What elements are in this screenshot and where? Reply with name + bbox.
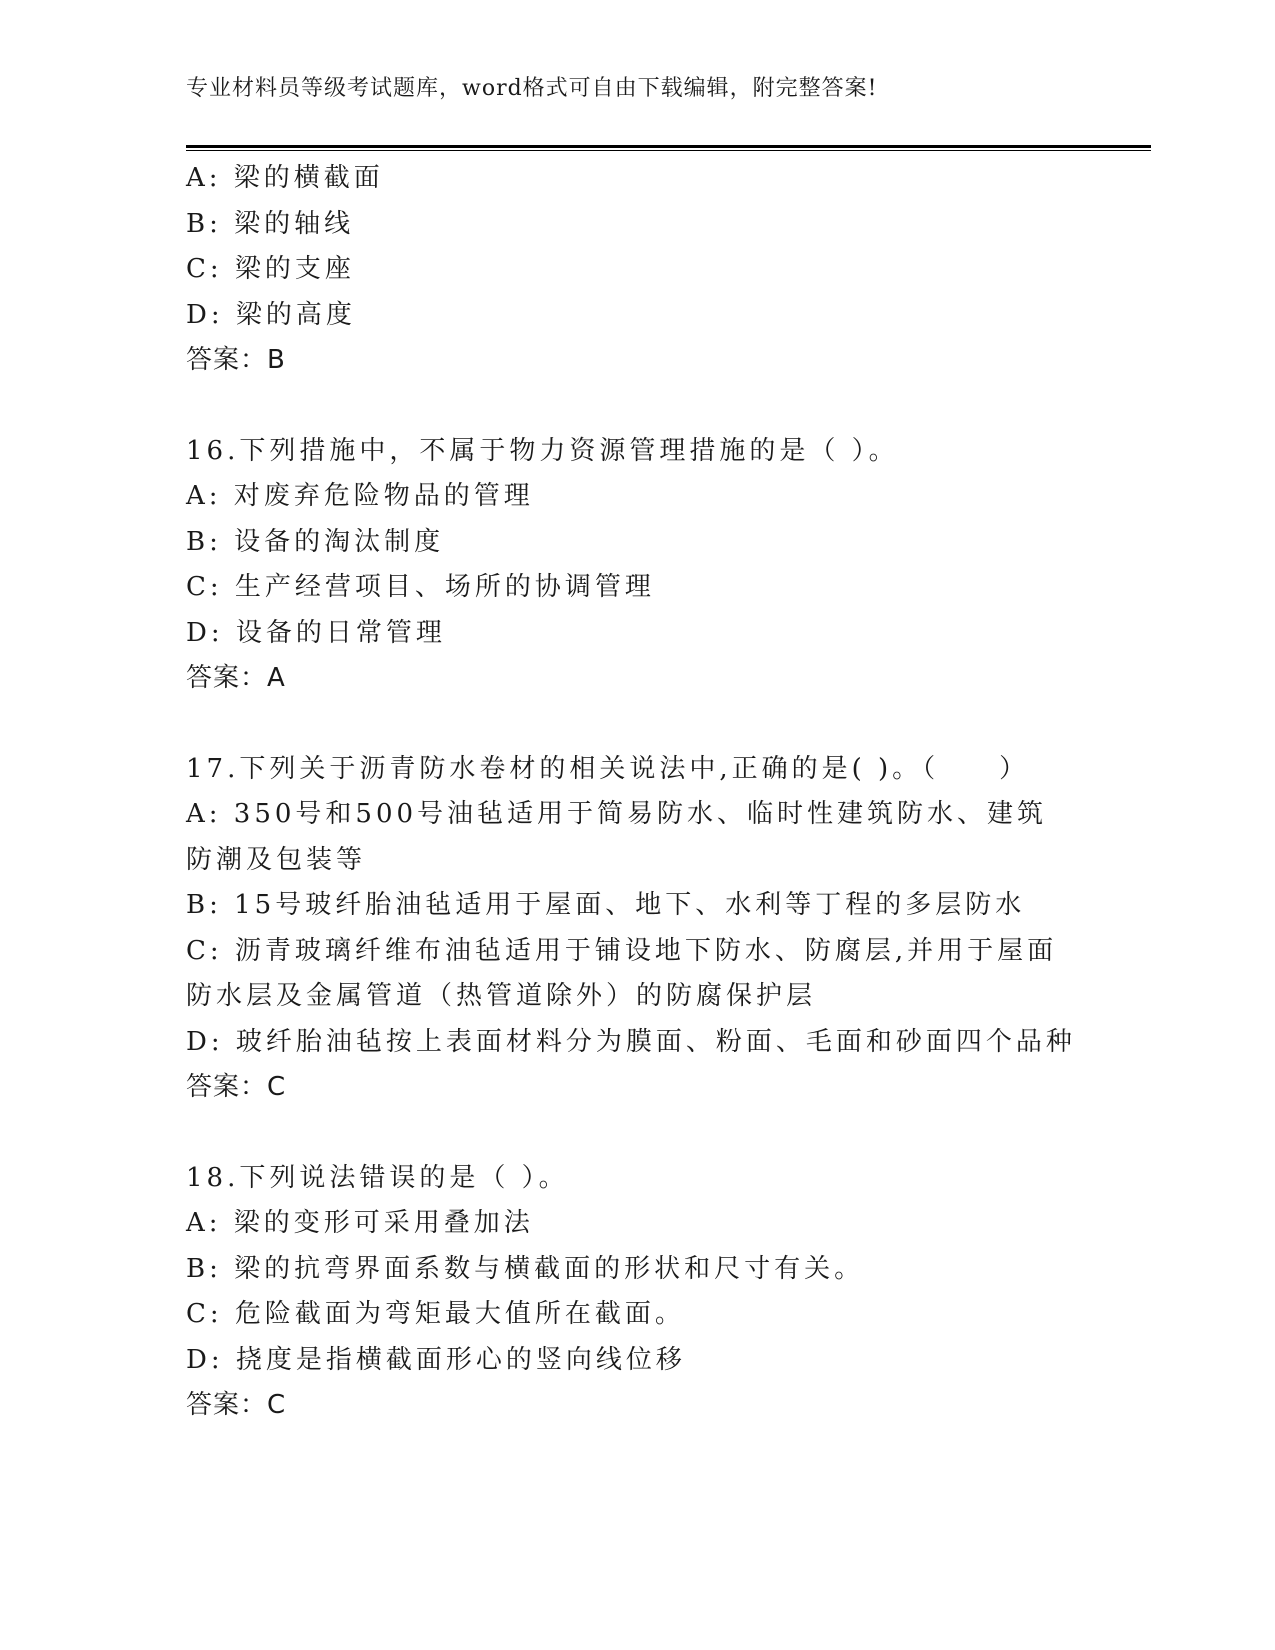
question-text: 17.下列关于沥青防水卷材的相关说法中,正确的是( )。（ ） bbox=[186, 753, 1030, 784]
option-a: A: 350号和500号油毡适用于简易防水、临时性建筑防水、建筑防潮及包装等 bbox=[186, 799, 1048, 875]
page-header: 专业材料员等级考试题库，word格式可自由下载编辑，附完整答案! bbox=[186, 76, 878, 101]
option-b: B: 15号玻纤胎油毡适用于屋面、地下、水利等丁程的多层防水 bbox=[186, 890, 1026, 920]
option-a: A: 梁的横截面 bbox=[186, 163, 384, 193]
question-text: 18.下列说法错误的是（ ）。 bbox=[186, 1162, 569, 1193]
option-b: B: 梁的轴线 bbox=[186, 208, 355, 239]
option-d: D: 设备的日常管理 bbox=[186, 617, 446, 648]
option-c: C: 生产经营项目、场所的协调管理 bbox=[186, 572, 655, 602]
question-text: 16.下列措施中，不属于物力资源管理措施的是（ ）。 bbox=[186, 435, 899, 466]
option-c: C: 危险截面为弯矩最大值所在截面。 bbox=[186, 1299, 685, 1329]
block-gap bbox=[186, 1111, 1066, 1156]
option-b: B: 梁的抗弯界面系数与横截面的形状和尺寸有关。 bbox=[186, 1253, 865, 1284]
block-gap bbox=[186, 702, 1066, 747]
answer: 答案：C bbox=[186, 1390, 287, 1420]
option-a: A: 对废弃危险物品的管理 bbox=[186, 481, 534, 511]
question-list bbox=[186, 156, 1076, 1429]
option-b: B: 设备的淘汰制度 bbox=[186, 526, 445, 557]
answer: 答案：B bbox=[186, 345, 286, 375]
question-block-18 bbox=[186, 1156, 1066, 1429]
question-block-15 bbox=[186, 156, 1066, 384]
option-a: A: 梁的变形可采用叠加法 bbox=[186, 1208, 534, 1238]
option-c: C: 沥青玻璃纤维布油毡适用于铺设地下防水、防腐层,并用于屋面防水层及金属管道（热管道除外）的防腐保护层 bbox=[186, 935, 1058, 1011]
option-d: D: 玻纤胎油毡按上表面材料分为膜面、粉面、毛面和砂面四个品种 bbox=[186, 1026, 1076, 1057]
block-gap bbox=[186, 384, 1066, 429]
answer: 答案：A bbox=[186, 663, 286, 693]
answer: 答案：C bbox=[186, 1072, 287, 1102]
option-c: C: 梁的支座 bbox=[186, 254, 355, 284]
question-block-17 bbox=[186, 747, 1076, 1111]
question-block-16 bbox=[186, 429, 1066, 702]
header-rule-thin bbox=[186, 150, 1151, 151]
option-d: D: 梁的高度 bbox=[186, 299, 356, 330]
option-d: D: 挠度是指横截面形心的竖向线位移 bbox=[186, 1344, 686, 1375]
header-rule-thick bbox=[186, 145, 1151, 148]
